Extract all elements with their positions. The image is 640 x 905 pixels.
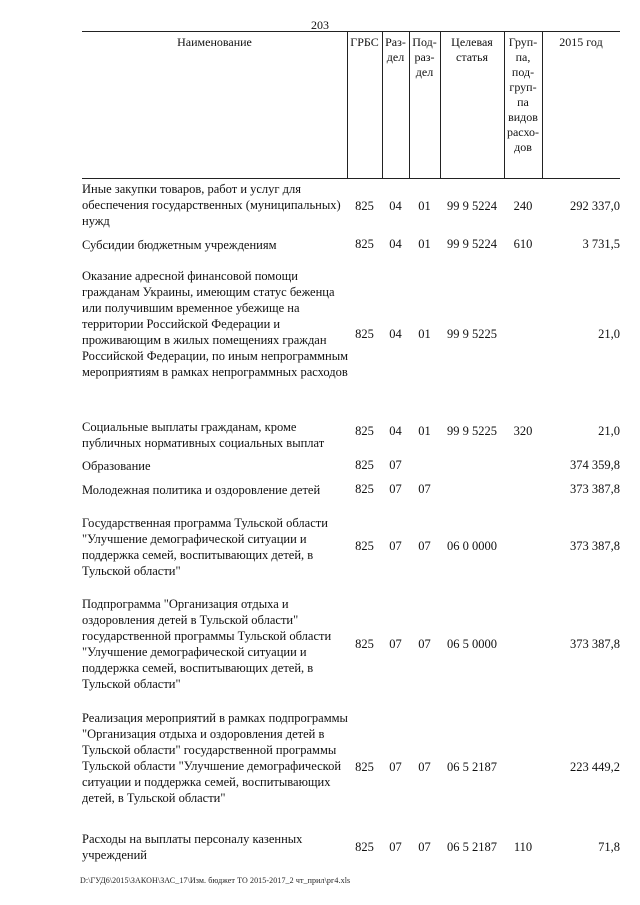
row-podrazdel: 01 [418, 199, 431, 213]
row-target: 99 9 5225 [447, 327, 497, 341]
row-razdel: 04 [389, 237, 402, 251]
column-divider [542, 32, 543, 178]
row-grbs: 825 [355, 458, 374, 472]
row-target: 99 9 5224 [447, 237, 497, 251]
row-podrazdel: 01 [418, 424, 431, 438]
row-name: Расходы на выплаты персоналу казенных учреждений [82, 832, 303, 862]
row-razdel: 04 [389, 424, 402, 438]
row-podrazdel: 07 [418, 637, 431, 651]
row-amount: 21,0 [598, 424, 620, 438]
page-number: 203 [311, 18, 329, 32]
row-razdel: 04 [389, 199, 402, 213]
row-name: Иные закупки товаров, работ и услуг для обеспечения государственных (муниципальных) нужд [82, 182, 341, 228]
row-razdel: 04 [389, 327, 402, 341]
header-name: Наименование [177, 35, 252, 49]
row-podrazdel: 07 [418, 539, 431, 553]
row-razdel: 07 [389, 840, 402, 854]
row-target: 99 9 5225 [447, 424, 497, 438]
table-header [82, 31, 620, 179]
row-name: Оказание адресной финансовой помощи гражданам Украины, имеющим статус беженца или получившим временное убежище на территории Российской Федерации и проживающим в жилых помещениях граждан Российской Федерации, по иным непрограммным мероприятиям в рамках непрограммных расходов [82, 269, 349, 379]
row-razdel: 07 [389, 458, 402, 472]
row-name: Субсидии бюджетным учреждениям [82, 238, 277, 252]
row-amount: 374 359,8 [570, 458, 620, 472]
header-target: Целевая статья [451, 35, 493, 64]
row-amount: 21,0 [598, 327, 620, 341]
row-grbs: 825 [355, 424, 374, 438]
row-grbs: 825 [355, 199, 374, 213]
file-path-footer: D:\ГУД6\2015\ЗАКОН\ЗАС_17\Изм. бюджет ТО 2015-2017_2 чт_прил\рг4.xls [80, 876, 351, 885]
row-group: 240 [513, 199, 533, 213]
row-grbs: 825 [355, 327, 374, 341]
row-name: Реализация мероприятий в рамках подпрограммы "Организация отдыха и оздоровления детей в Тульской области" государственной программы Тульской области "Улучшение демографической ситуации и поддержка семей, воспитывающих детей, в Тульской области" [82, 711, 348, 805]
row-grbs: 825 [355, 637, 374, 651]
row-amount: 223 449,2 [570, 760, 620, 774]
header-year: 2015 год [559, 35, 603, 49]
row-group: 110 [513, 840, 533, 854]
row-target: 06 5 2187 [447, 760, 497, 774]
row-name: Образование [82, 459, 151, 473]
row-podrazdel: 07 [418, 760, 431, 774]
row-name: Подпрограмма "Организация отдыха и оздоровления детей в Тульской области" государственной программы Тульской области "Улучшение демографической ситуации и поддержка семей, воспитывающих детей, в Тульской области" [82, 597, 332, 691]
row-razdel: 07 [389, 539, 402, 553]
row-razdel: 07 [389, 637, 402, 651]
row-group: 320 [513, 424, 533, 438]
row-amount: 292 337,0 [570, 199, 620, 213]
row-podrazdel: 01 [418, 237, 431, 251]
header-razdel: Раз- дел [385, 35, 406, 64]
row-grbs: 825 [355, 760, 374, 774]
column-divider [347, 32, 348, 178]
row-razdel: 07 [389, 760, 402, 774]
row-name: Государственная программа Тульской области "Улучшение демографической ситуации и поддержка семей, воспитывающих детей, в Тульской области" [82, 516, 328, 578]
row-podrazdel: 01 [418, 327, 431, 341]
row-target: 06 5 2187 [447, 840, 497, 854]
row-amount: 3 731,5 [582, 237, 620, 251]
row-name: Социальные выплаты гражданам, кроме публичных нормативных социальных выплат [82, 420, 325, 450]
row-amount: 373 387,8 [570, 539, 620, 553]
row-amount: 373 387,8 [570, 637, 620, 651]
header-podrazdel: Под- раз- дел [412, 35, 437, 79]
row-grbs: 825 [355, 539, 374, 553]
row-target: 99 9 5224 [447, 199, 497, 213]
row-grbs: 825 [355, 840, 374, 854]
row-amount: 373 387,8 [570, 482, 620, 496]
row-amount: 71,8 [598, 840, 620, 854]
row-grbs: 825 [355, 482, 374, 496]
row-name: Молодежная политика и оздоровление детей [82, 483, 321, 497]
header-group: Груп- па, под- груп- па видов расхо- дов [506, 35, 540, 154]
row-podrazdel: 07 [418, 840, 431, 854]
row-grbs: 825 [355, 237, 374, 251]
header-grbs: ГРБС [350, 35, 379, 49]
row-target: 06 0 0000 [447, 539, 497, 553]
row-razdel: 07 [389, 482, 402, 496]
row-podrazdel: 07 [418, 482, 431, 496]
row-target: 06 5 0000 [447, 637, 497, 651]
row-group: 610 [513, 237, 533, 251]
